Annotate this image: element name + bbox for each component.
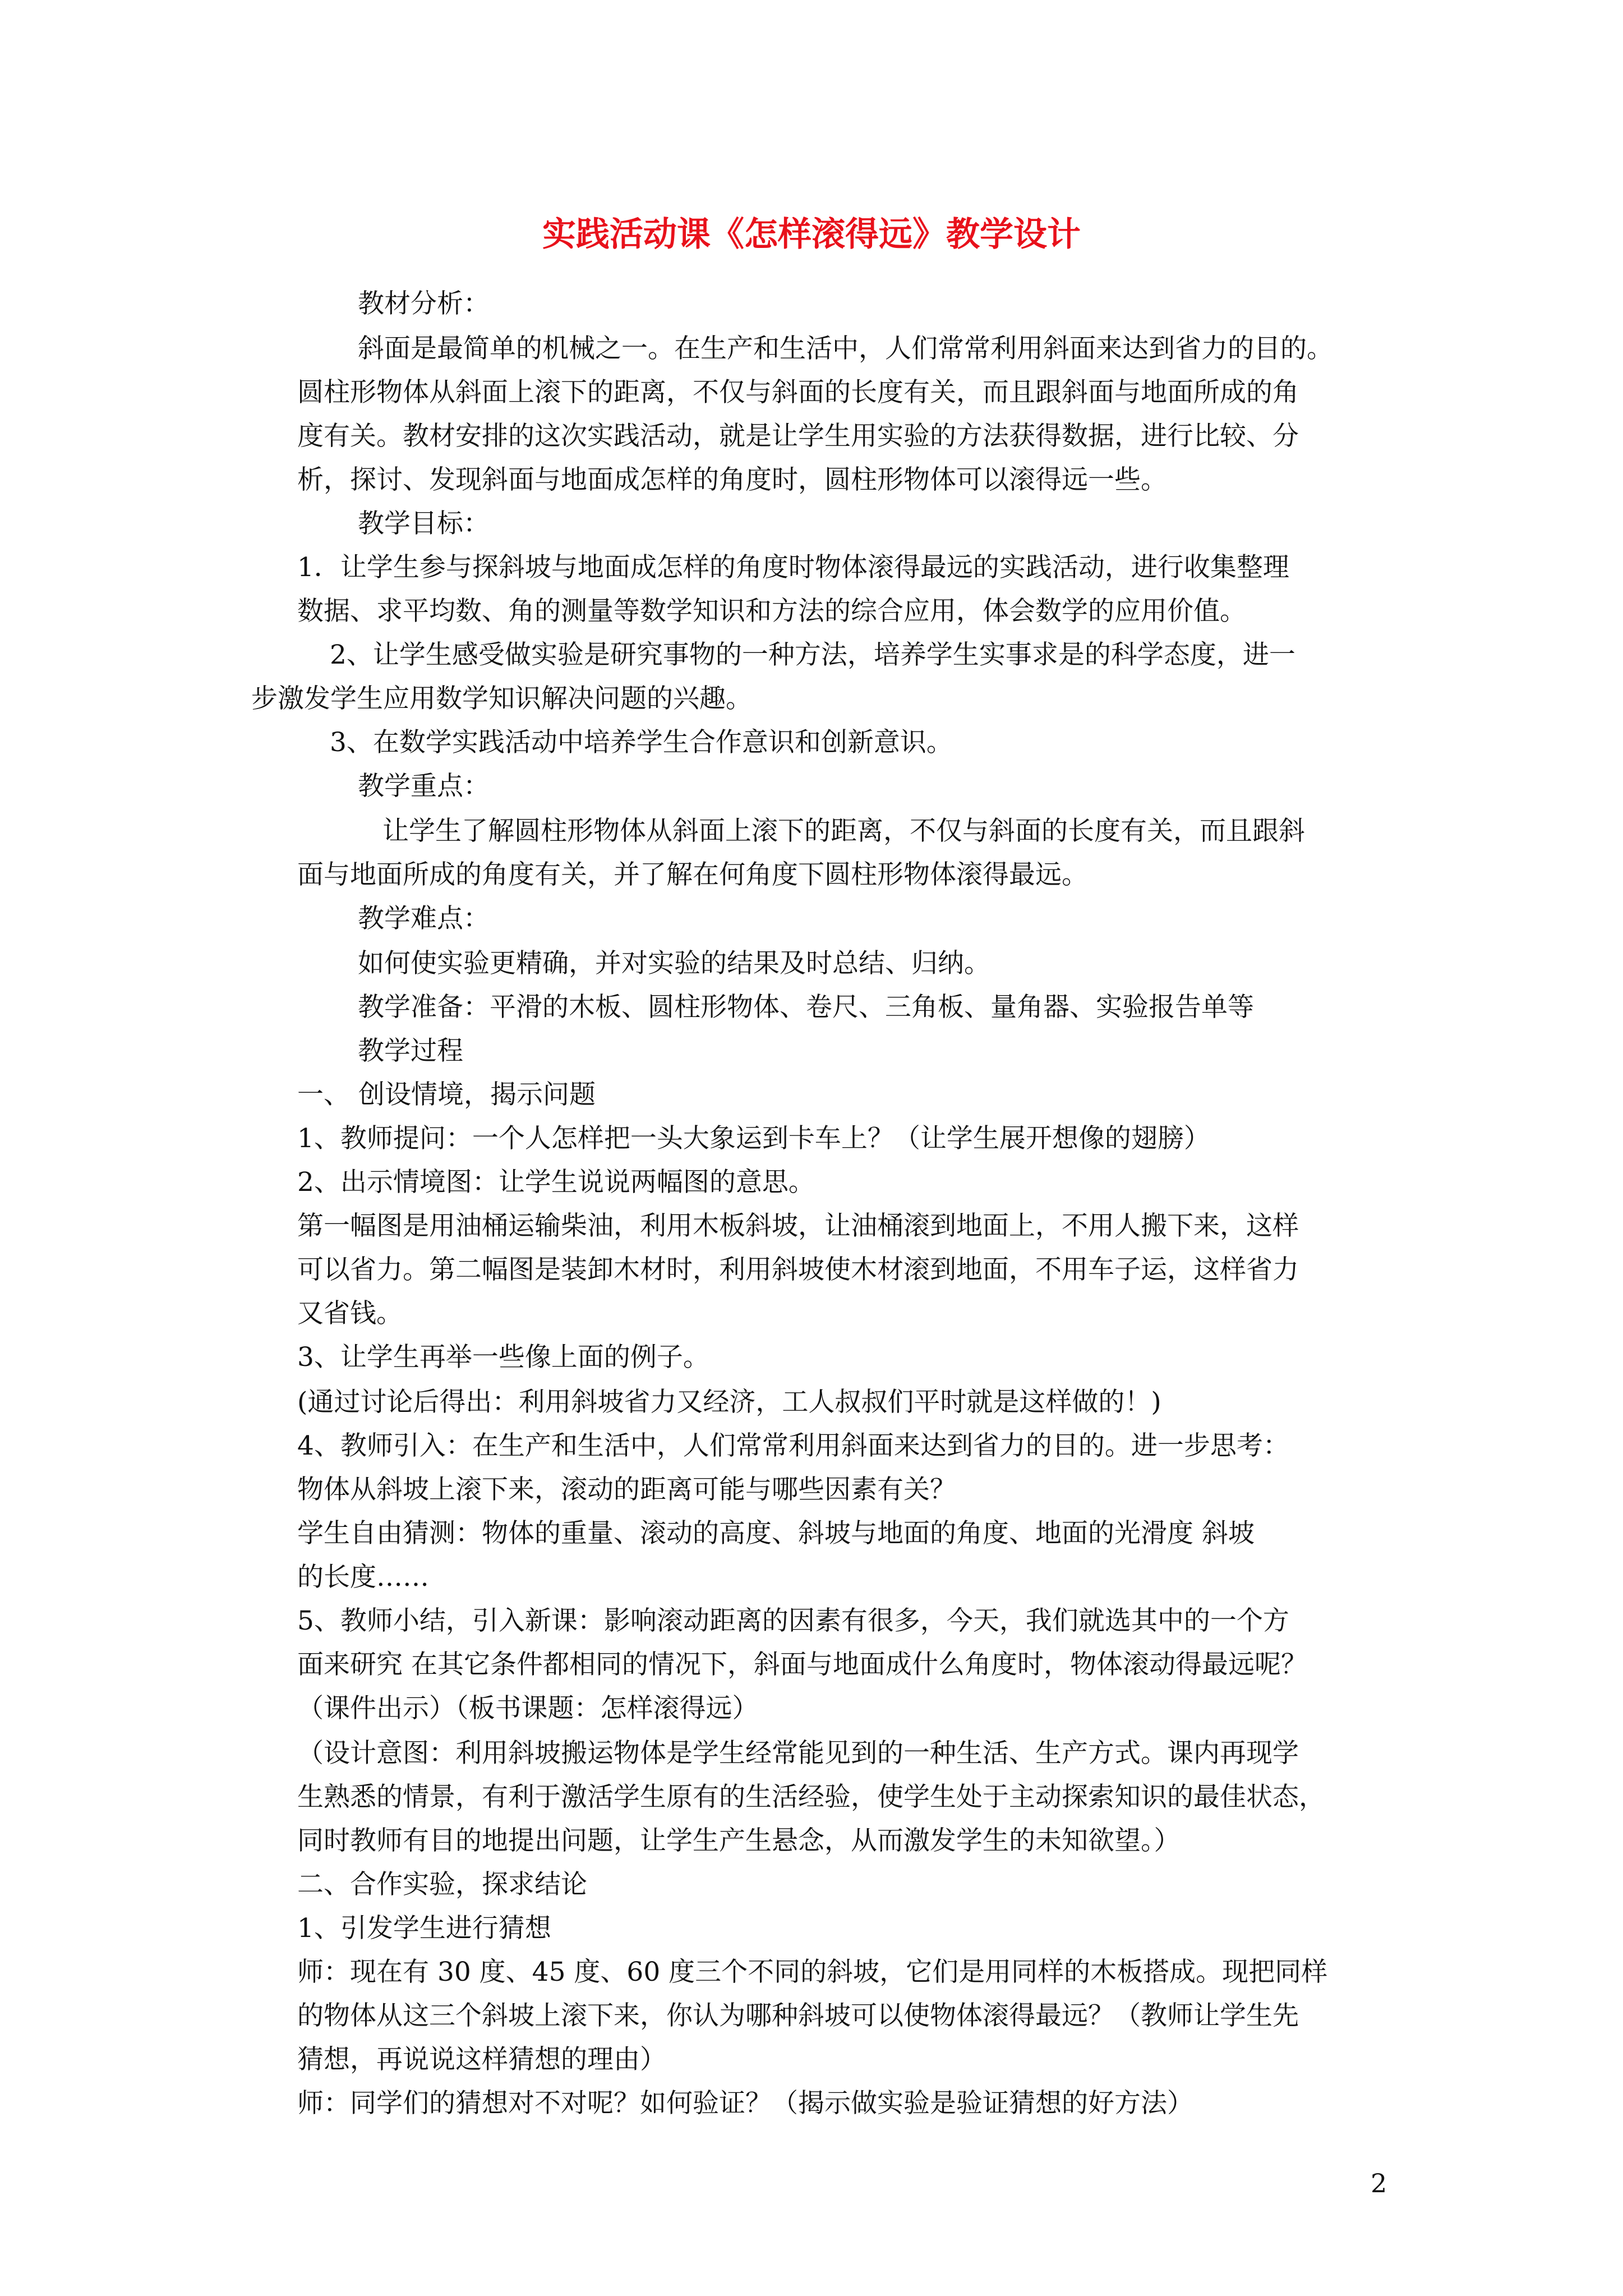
text-line: 3、让学生再举一些像上面的例子。 bbox=[297, 1342, 709, 1373]
text-line: 1、引发学生进行猜想 bbox=[297, 1913, 551, 1944]
text-line: 教学准备：平滑的木板、圆柱形物体、卷尺、三角板、量角器、实验报告单等 bbox=[358, 992, 1254, 1023]
document-title: 实践活动课《怎样滚得远》教学设计 bbox=[542, 215, 1081, 254]
text-line: 4、教师引入：在生产和生活中，人们常常利用斜面来达到省力的目的。进一步思考： bbox=[297, 1430, 1289, 1461]
text-line: 教材分析： bbox=[358, 288, 490, 319]
text-line: 斜面是最简单的机械之一。在生产和生活中，人们常常利用斜面来达到省力的目的。 bbox=[358, 333, 1333, 364]
text-line: 如何使实验更精确，并对实验的结果及时总结、归纳。 bbox=[358, 948, 990, 979]
text-line: 又省钱。 bbox=[297, 1298, 403, 1329]
text-line: 2、出示情境图：让学生说说两幅图的意思。 bbox=[297, 1167, 815, 1198]
text-line: 析，探讨、发现斜面与地面成怎样的角度时，圆柱形物体可以滚得远一些。 bbox=[297, 464, 1167, 495]
text-line: 教学重点： bbox=[358, 771, 490, 802]
text-line: 教学目标： bbox=[358, 508, 490, 539]
text-line: 学生自由猜测：物体的重量、滚动的高度、斜坡与地面的角度、地面的光滑度 斜坡 bbox=[297, 1518, 1255, 1549]
text-line: 的物体从这三个斜坡上滚下来，你认为哪种斜坡可以使物体滚得最远？（教师让学生先 bbox=[297, 2000, 1299, 2031]
text-line: 面与地面所成的角度有关，并了解在何角度下圆柱形物体滚得最远。 bbox=[297, 859, 1088, 890]
text-line: 让学生了解圆柱形物体从斜面上滚下的距离，不仅与斜面的长度有关，而且跟斜 bbox=[382, 816, 1305, 846]
text-line: 二、合作实验，探求结论 bbox=[297, 1869, 587, 1900]
text-line: (通过讨论后得出：利用斜坡省力又经济，工人叔叔们平时就是这样做的！) bbox=[297, 1387, 1161, 1418]
text-line: 的长度…… bbox=[297, 1562, 429, 1593]
text-line: 1．让学生参与探斜坡与地面成怎样的角度时物体滚得最远的实践活动，进行收集整理 bbox=[297, 552, 1289, 583]
text-line: 1、教师提问：一个人怎样把一头大象运到卡车上？（让学生展开想像的翅膀） bbox=[297, 1123, 1210, 1154]
text-line: 生熟悉的情景，有利于激活学生原有的生活经验，使学生处于主动探索知识的最佳状态， bbox=[297, 1782, 1325, 1812]
text-line: 圆柱形物体从斜面上滚下的距离，不仅与斜面的长度有关，而且跟斜面与地面所成的角 bbox=[297, 377, 1299, 408]
text-line: 第一幅图是用油桶运输柴油，利用木板斜坡，让油桶滚到地面上，不用人搬下来，这样 bbox=[297, 1211, 1299, 1241]
text-line: 3、在数学实践活动中培养学生合作意识和创新意识。 bbox=[330, 727, 953, 758]
text-line: 师：现在有 30 度、45 度、60 度三个不同的斜坡，它们是用同样的木板搭成。现把同样 bbox=[297, 1957, 1328, 1987]
text-line: 度有关。教材安排的这次实践活动，就是让学生用实验的方法获得数据，进行比较、分 bbox=[297, 421, 1299, 452]
page-number: 2 bbox=[1371, 2168, 1387, 2198]
text-line: 步激发学生应用数学知识解决问题的兴趣。 bbox=[251, 683, 752, 714]
text-line: 面来研究 在其它条件都相同的情况下，斜面与地面成什么角度时，物体滚动得最远呢？ bbox=[297, 1649, 1307, 1680]
text-line: 5、教师小结，引入新课：影响滚动距离的因素有很多，今天，我们就选其中的一个方 bbox=[297, 1605, 1289, 1636]
text-line: 可以省力。第二幅图是装卸木材时，利用斜坡使木材滚到地面，不用车子运，这样省力 bbox=[297, 1254, 1299, 1285]
text-line: 2、让学生感受做实验是研究事物的一种方法，培养学生实事求是的科学态度，进一 bbox=[330, 639, 1295, 670]
text-line: 猜想，再说说这样猜想的理由） bbox=[297, 2044, 666, 2075]
text-line: 物体从斜坡上滚下来，滚动的距离可能与哪些因素有关？ bbox=[297, 1474, 956, 1505]
text-line: 数据、求平均数、角的测量等数学知识和方法的综合应用，体会数学的应用价值。 bbox=[297, 596, 1246, 627]
text-line: 同时教师有目的地提出问题，让学生产生悬念，从而激发学生的未知欲望。） bbox=[297, 1825, 1181, 1856]
text-line: （课件出示）（板书课题：怎样滚得远） bbox=[297, 1693, 759, 1724]
text-line: 一、 创设情境，揭示问题 bbox=[297, 1079, 596, 1110]
text-line: 教学难点： bbox=[358, 903, 490, 934]
text-line: （设计意图：利用斜坡搬运物体是学生经常能见到的一种生活、生产方式。课内再现学 bbox=[297, 1738, 1299, 1769]
text-line: 师：同学们的猜想对不对呢？如何验证？（揭示做实验是验证猜想的好方法） bbox=[297, 2088, 1193, 2119]
text-line: 教学过程 bbox=[358, 1036, 463, 1066]
